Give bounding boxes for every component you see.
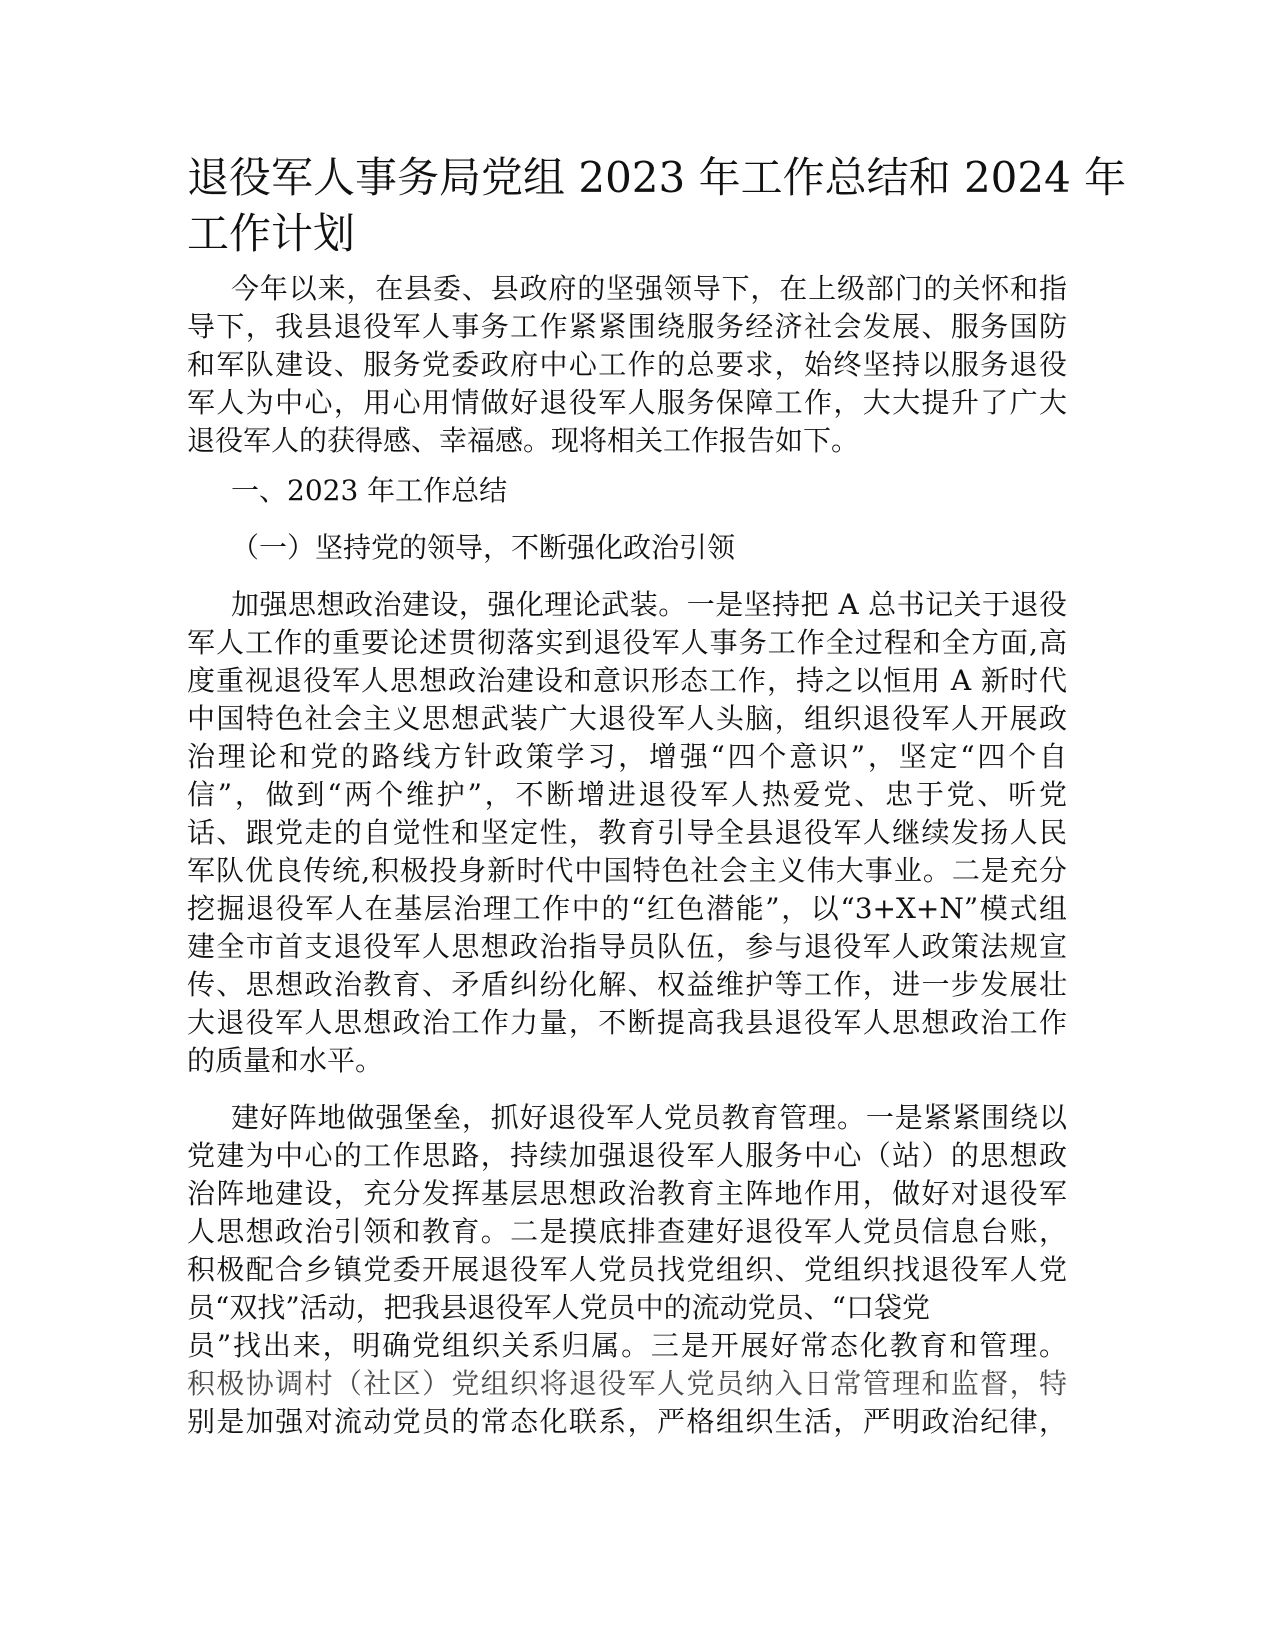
section-heading: 一、2023 年工作总结: [231, 474, 508, 507]
paragraph-line: 度重视退役军人思想政治建设和意识形态工作，持之以恒用 A 新时代: [187, 664, 1067, 697]
paragraph-line: 和军队建设、服务党委政府中心工作的总要求，始终坚持以服务退役: [187, 348, 1067, 381]
paragraph-line: 话、跟党走的自觉性和坚定性，教育引导全县退役军人继续发扬人民: [187, 816, 1067, 849]
paragraph-line: 今年以来，在县委、县政府的坚强领导下，在上级部门的关怀和指: [231, 272, 1067, 305]
paragraph-line: 建全市首支退役军人思想政治指导员队伍，参与退役军人政策法规宣: [187, 930, 1067, 963]
paragraph-line: 治理论和党的路线方针政策学习，增强“四个意识”，坚定“四个自: [187, 740, 1067, 773]
paragraph-line: 军人为中心，用心用情做好退役军人服务保障工作，大大提升了广大: [187, 386, 1067, 419]
paragraph-line: 员“双找”活动，把我县退役军人党员中的流动党员、“口袋党: [187, 1291, 930, 1324]
paragraph-line: 退役军人的获得感、幸福感。现将相关工作报告如下。: [187, 424, 860, 457]
document-title: [187, 150, 1127, 262]
paragraph-line: 信”，做到“两个维护”，不断增进退役军人热爱党、忠于党、听党: [187, 778, 1067, 811]
paragraph-line: 积极配合乡镇党委开展退役军人党员找党组织、党组织找退役军人党: [187, 1253, 1067, 1286]
paragraph-line: 传、思想政治教育、矛盾纠纷化解、权益维护等工作，进一步发展壮: [187, 968, 1067, 1001]
paragraph-line: 挖掘退役军人在基层治理工作中的“红色潜能”，以“3+X+N”模式组: [187, 892, 1067, 925]
paragraph-line: 大退役军人思想政治工作力量，不断提高我县退役军人思想政治工作: [187, 1006, 1067, 1039]
paragraph-line: 党建为中心的工作思路，持续加强退役军人服务中心（站）的思想政: [187, 1139, 1067, 1172]
paragraph-line: 导下，我县退役军人事务工作紧紧围绕服务经济社会发展、服务国防: [187, 310, 1067, 343]
paragraph-line: 加强思想政治建设，强化理论武装。一是坚持把 A 总书记关于退役: [231, 588, 1067, 621]
title-line: 工作计划: [187, 209, 356, 258]
paragraph-line: 员”找出来，明确党组织关系归属。三是开展好常态化教育和管理。: [187, 1329, 1067, 1362]
paragraph-line: 别是加强对流动党员的常态化联系，严格组织生活，严明政治纪律，: [187, 1405, 1067, 1438]
paragraph-line: 军人工作的重要论述贯彻落实到退役军人事务工作全过程和全方面,高: [187, 626, 1067, 659]
paragraph-line: 中国特色社会主义思想武装广大退役军人头脑，组织退役军人开展政: [187, 702, 1067, 735]
paragraph-line: 人思想政治引领和教育。二是摸底排查建好退役军人党员信息台账，: [187, 1215, 1067, 1248]
paragraph-line: 的质量和水平。: [187, 1044, 384, 1077]
paragraph-line: 积极协调村（社区）党组织将退役军人党员纳入日常管理和监督，特: [187, 1367, 1067, 1400]
paragraph-line: 治阵地建设，充分发挥基层思想政治教育主阵地作用，做好对退役军: [187, 1177, 1067, 1210]
paragraph-line: 军队优良传统,积极投身新时代中国特色社会主义伟大事业。二是充分: [187, 854, 1067, 887]
title-line: 退役军人事务局党组 2023 年工作总结和 2024 年: [187, 153, 1127, 202]
subsection-heading: （一）坚持党的领导，不断强化政治引领: [231, 531, 736, 564]
paragraph-line: 建好阵地做强堡垒，抓好退役军人党员教育管理。一是紧紧围绕以: [231, 1101, 1067, 1134]
